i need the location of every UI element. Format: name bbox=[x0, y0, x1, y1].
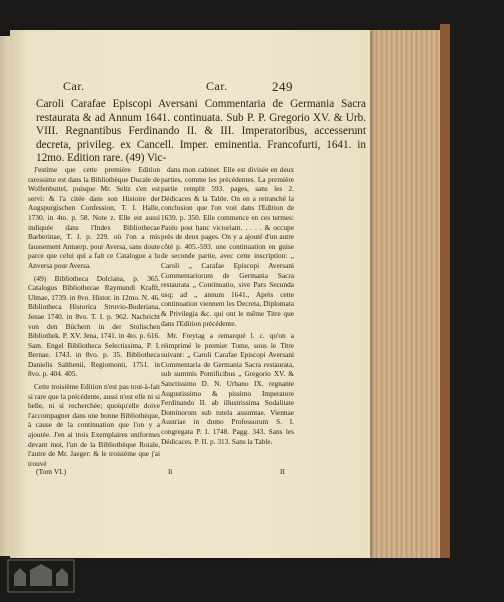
entry-title: Caroli Carafae Episcopi Aversani Commentaria de Germania Sacra restaurata & ad Annum 1641. continuata. Sub P. P. Gregorio XV. & Urb. VIII. Regnantibus Ferdinando II. & III. Imperatoribus, accesserunt decreta, privileg. ex Cancell. Imper. eminentia. Francofurti, 1641. in 12mo. Edition rare. (49) Vic- bbox=[36, 98, 366, 165]
paragraph: J'estime que cette première Edition raressime est dans la Bibliothèque Ducale de Wolfenbuttel, puisque Mr. Seltz s'en est servi: & l'a citée dans son Histoire der Augspurgischen Confession, T. I. Halle, 1730. in 4to. p. 58. Note z. Elle est aussi indiquée dans l'Index Bibliothecae Barberinae, T. I. p. 229. où l'on a mis faussement Antuerp. pour Aversa, sans doute parce que celui qui a fait ce Catalogue a lu Anversa pour Aversa. bbox=[28, 165, 160, 270]
paragraph: dans mon cabinet. Elle est divisée en deux parties, comme les précédentes. La première partie remplit 593. pages, sans les 2. Dédicaces & la Table. On en a retranché la conclusion que l'on voit dans l'Edition de 1639. p. 350. Elle commence en ces termes: Paulo post hanc victoriam. . . . . & occupe près de deux pages. On y a ajouté d'un autre côté p. 405.-593. une continuation en guise de seconde partie, avec cette inscription: „ Caroli „ Carafae Episcopi Aversani Commentariorum de Germania Sacra restaurata „ Continuatio, sive Pars Secunda usq; ad „ annum 1641., Après cette continuation viennent les Decreta, Diplomata & Privilegia &c. qui ont le même Titre que dans l'Edition précédente. bbox=[161, 165, 294, 328]
running-head-center: Car. bbox=[206, 79, 228, 93]
volume-signature: (Tom VI.) bbox=[36, 467, 67, 476]
signature-mark: Ii bbox=[168, 467, 173, 476]
running-head-left: Car. bbox=[63, 79, 85, 93]
paragraph: Cette troisième Edition n'est pas tout-à-fait si rare que la précédente, aussi n'est elle ni si belle, ni si recherchée; quoiqu'elle doive l'accompagner dans une bonne Bibliothèque, à cause de la continuation que l'on y a ajoutée. J'en ai trois Exemplaires uniformes devant moi, l'un de la Bibliothèque Roiale, l'autre de Mr. Jaeger: & le troisième que j'ai trouvé bbox=[28, 382, 160, 468]
paragraph: (49) Bibliotheca Dolciana, p. 365. Catalogus Bibliothecae Raymundi Krafft, Ulmae, 1739. in 8vo. Histor. in 12mo. N. 46. Bibliotheca Historica Struvio-Buderiana, Jenae 1740. in 8vo. T. I. p. 962. Nachricht von den Büchern in der Stolischen Bibliothek. P. XV. Jena, 1741. in 4to. p. 616. Sam. Engel Bibliotheca Selectissima, P. I. Bernae. 1743. in 8vo. p. 35. Bibliotheca Danielis Salthenii, Regiomonti, 1751. in 8vo. p. 404. 405. bbox=[28, 273, 160, 379]
paragraph: Mr. Freytag a remarqué l. c. qu'on a réimprimé le premier Tome, sous le Titre suivant: „ Caroli Carafae Episcopi Aversani Commentaria de Germania Sacra restaurata, sub summis Pontificibus „ Gregorio XV. & Sanctissimo D. N. Urbano IX. regnante Augustissimo & pissimo Imperatore Ferdinando II. ab illustrissima Sodalitate Dominorum sub tutela assumtae. Viennae Austriae in domo Professorum S. I. congregata P. I. 1748. Pagg. 343. Sans les Dédicaces. P. II. p. 313. Sans la Table. bbox=[161, 331, 294, 446]
book-cover-edge bbox=[440, 24, 450, 558]
book-page bbox=[10, 30, 370, 558]
library-stamp-icon bbox=[6, 556, 76, 596]
catchword: II bbox=[280, 467, 285, 476]
page-number: 249 bbox=[272, 79, 293, 94]
book-fore-edge bbox=[368, 30, 450, 558]
column-left bbox=[28, 165, 160, 471]
column-right bbox=[161, 165, 294, 449]
